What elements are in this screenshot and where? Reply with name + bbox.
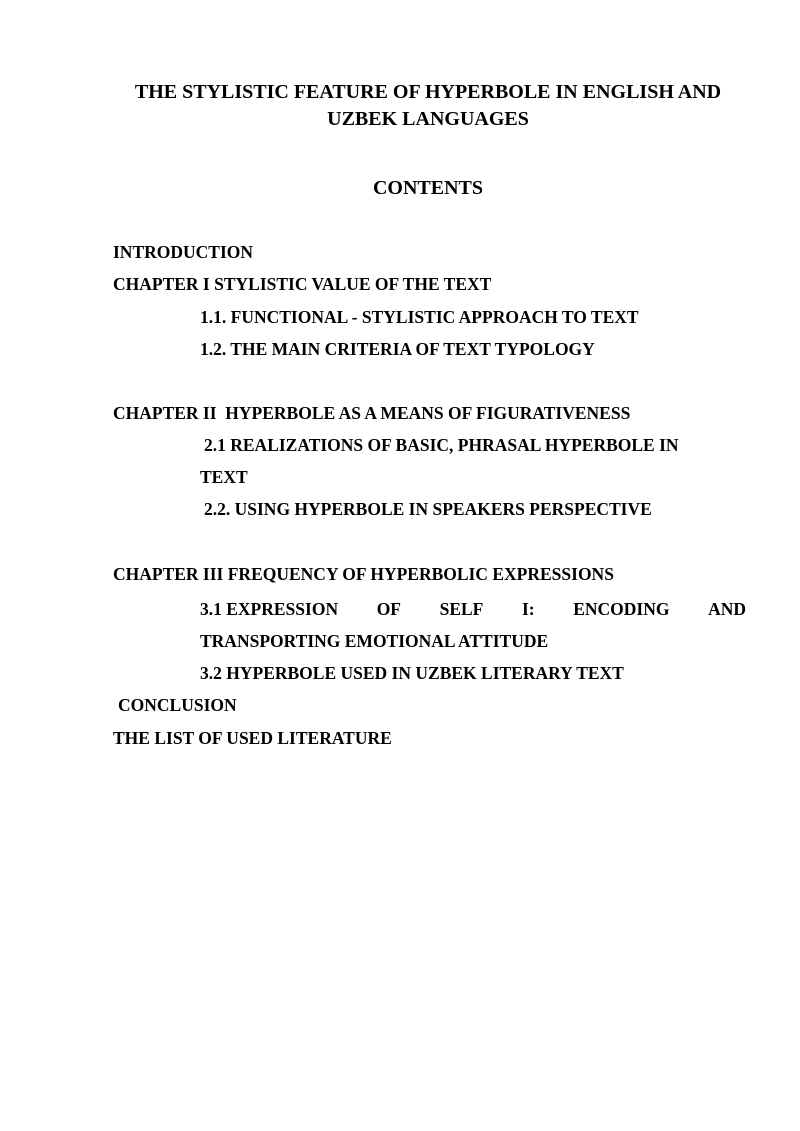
toc-introduction: INTRODUCTION bbox=[113, 242, 254, 262]
toc-section-3-2: 3.2 HYPERBOLE USED IN UZBEK LITERARY TEXT bbox=[200, 663, 624, 683]
toc-word: OF bbox=[376, 599, 401, 619]
toc-chapter-1: CHAPTER I STYLISTIC VALUE OF THE TEXT bbox=[113, 274, 492, 294]
toc-word: 3.1 EXPRESSION bbox=[200, 599, 339, 619]
toc-word: I: bbox=[521, 599, 535, 619]
toc-conclusion: CONCLUSION bbox=[118, 695, 237, 715]
document-title: THE STYLISTIC FEATURE OF HYPERBOLE IN ENGLISH AND UZBEK LANGUAGES bbox=[134, 81, 722, 130]
toc-word: ENCODING bbox=[573, 599, 670, 619]
toc-chapter-3: CHAPTER III FREQUENCY OF HYPERBOLIC EXPRESSIONS bbox=[113, 564, 614, 584]
toc-word: AND bbox=[708, 599, 746, 619]
toc-section-2-2: 2.2. USING HYPERBOLE IN SPEAKERS PERSPECTIVE bbox=[204, 499, 652, 519]
toc-section-1-1: 1.1. FUNCTIONAL - STYLISTIC APPROACH TO TEXT bbox=[200, 307, 639, 327]
toc-word: SELF bbox=[439, 599, 484, 619]
toc-section-1-2: 1.2. THE MAIN CRITERIA OF TEXT TYPOLOGY bbox=[200, 339, 595, 359]
toc-chapter-2: CHAPTER II HYPERBOLE AS A MEANS OF FIGURATIVENESS bbox=[113, 403, 631, 423]
toc-section-3-1 bbox=[200, 597, 746, 621]
toc-literature: THE LIST OF USED LITERATURE bbox=[113, 728, 392, 748]
contents-heading: CONTENTS bbox=[372, 177, 484, 199]
toc-section-2-1: 2.1 REALIZATIONS OF BASIC, PHRASAL HYPERBOLE IN bbox=[204, 435, 679, 455]
toc-section-3-1-continued: TRANSPORTING EMOTIONAL ATTITUDE bbox=[200, 631, 549, 651]
toc-section-2-1-continued: TEXT bbox=[200, 467, 248, 487]
